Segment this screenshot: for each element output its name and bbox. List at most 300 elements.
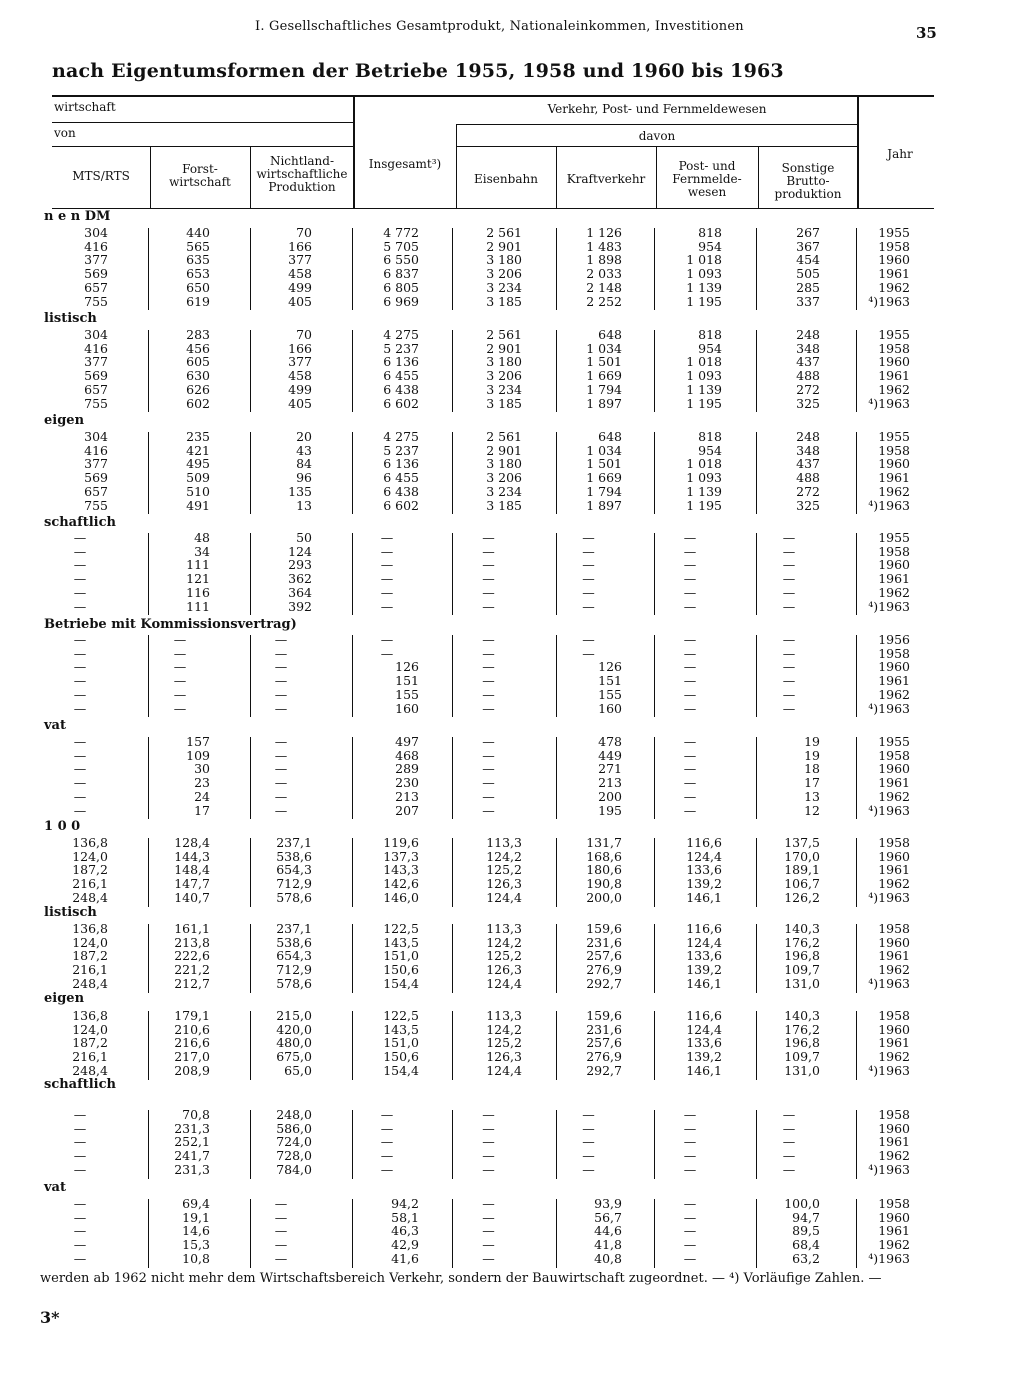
- table-row: [0, 1050, 1024, 1064]
- table-row: [0, 977, 1024, 991]
- cell-post: —: [683, 700, 697, 716]
- cell-kraftverkehr: —: [582, 557, 595, 573]
- cell-eisenbahn: —: [482, 571, 495, 587]
- cell-nichtland: 586,0: [276, 1120, 312, 1136]
- cell-forst: 111: [186, 598, 210, 614]
- cell-kraftverkehr: 131,7: [586, 835, 622, 850]
- cell-sonstige: 109,7: [784, 962, 820, 978]
- table-row: [0, 485, 1024, 499]
- cell-forst: 109: [186, 747, 210, 763]
- cell-insgesamt: 94,2: [391, 1196, 419, 1211]
- table-row: [0, 328, 1024, 342]
- cell-forst: 510: [186, 483, 210, 499]
- footnote: werden ab 1962 nicht mehr dem Wirtschaftsbereich Verkehr, sondern der Bauwirtschaft zugeordnet. — ⁴) Vorläufige Zahlen. —: [40, 1271, 882, 1286]
- cell-post: 1 139: [686, 483, 722, 499]
- cell-nichtland: 43: [296, 442, 312, 458]
- cell-mts: —: [73, 1120, 87, 1136]
- cell-post: 1 195: [686, 293, 722, 309]
- cell-post: 139,2: [686, 1049, 722, 1065]
- cell-kraftverkehr: 648: [598, 327, 622, 342]
- cell-kraftverkehr: 159,6: [586, 1008, 622, 1023]
- cell-post: 954: [698, 442, 722, 458]
- cell-eisenbahn: 113,3: [486, 921, 522, 936]
- cell-sonstige: 12: [804, 802, 820, 818]
- cell-post: —: [683, 747, 697, 763]
- cell-kraftverkehr: 231,6: [586, 934, 622, 950]
- cell-eisenbahn: —: [482, 1148, 495, 1164]
- cell-jahr: 1960: [878, 1021, 910, 1037]
- cell-sonstige: 285: [796, 279, 820, 295]
- cell-insgesamt: 213: [395, 788, 419, 804]
- header-verkehr-group: Verkehr, Post- und Fernmeldewesen: [547, 102, 767, 116]
- cell-eisenbahn: —: [482, 530, 495, 545]
- cell-post: —: [683, 571, 697, 587]
- cell-nichtland: 362: [288, 571, 312, 587]
- cell-insgesamt: 151,0: [383, 948, 419, 964]
- header-eisenbahn: Eisenbahn: [474, 172, 538, 186]
- cell-kraftverkehr: 276,9: [586, 1049, 622, 1065]
- cell-sonstige: 94,7: [792, 1209, 820, 1225]
- page-title: nach Eigentumsformen der Betriebe 1955, 1958 und 1960 bis 1963: [52, 60, 784, 82]
- cell-eisenbahn: —: [482, 1209, 495, 1225]
- cell-forst: 565: [186, 238, 210, 254]
- cell-kraftverkehr: 257,6: [586, 948, 622, 964]
- cell-post: —: [683, 598, 697, 614]
- cell-mts: —: [73, 761, 87, 777]
- cell-mts: —: [73, 1223, 87, 1239]
- cell-sonstige: 63,2: [792, 1250, 820, 1266]
- cell-nichtland: —: [274, 632, 288, 647]
- cell-insgesamt: 6 969: [383, 293, 419, 309]
- table-row: [0, 600, 1024, 614]
- cell-sonstige: —: [782, 530, 796, 545]
- cell-kraftverkehr: 1 126: [586, 225, 622, 240]
- cell-post: 1 093: [686, 368, 722, 384]
- cell-forst: —: [173, 673, 187, 689]
- cell-mts: 416: [84, 238, 108, 254]
- cell-eisenbahn: —: [482, 598, 495, 614]
- cell-mts: 136,8: [72, 835, 108, 850]
- cell-nichtland: 215,0: [276, 1008, 312, 1023]
- cell-jahr: 1962: [878, 962, 910, 978]
- cell-eisenbahn: —: [482, 645, 495, 661]
- cell-jahr: 1961: [878, 948, 910, 964]
- cell-nichtland: —: [274, 1209, 288, 1225]
- cell-kraftverkehr: —: [582, 1161, 595, 1177]
- cell-insgesamt: 497: [395, 734, 419, 749]
- cell-nichtland: —: [274, 761, 288, 777]
- cell-kraftverkehr: 231,6: [586, 1021, 622, 1037]
- cell-jahr: 1960: [878, 1209, 910, 1225]
- cell-eisenbahn: 3 185: [486, 293, 522, 309]
- cell-forst: 147,7: [174, 876, 210, 892]
- cell-insgesamt: 119,6: [383, 835, 419, 850]
- cell-eisenbahn: —: [482, 747, 495, 763]
- cell-jahr: 1961: [878, 368, 910, 384]
- cell-sonstige: 325: [796, 497, 820, 513]
- cell-post: 146,1: [686, 1062, 722, 1078]
- table-row: [0, 660, 1024, 674]
- cell-jahr: 1955: [878, 530, 910, 545]
- table-row: [0, 369, 1024, 383]
- cell-forst: 121: [186, 571, 210, 587]
- cell-sonstige: —: [782, 1161, 796, 1177]
- cell-eisenbahn: —: [482, 802, 495, 818]
- table-row: [0, 1211, 1024, 1225]
- cell-forst: 231,3: [174, 1120, 210, 1136]
- cell-jahr: 1960: [878, 252, 910, 268]
- cell-sonstige: —: [782, 1148, 796, 1164]
- cell-nichtland: —: [274, 1237, 288, 1253]
- cell-jahr: 1960: [878, 354, 910, 370]
- cell-sonstige: —: [782, 598, 796, 614]
- cell-forst: 14,6: [182, 1223, 210, 1239]
- cell-forst: 179,1: [174, 1008, 210, 1023]
- cell-jahr: 1961: [878, 1035, 910, 1051]
- cell-insgesamt: —: [380, 1107, 394, 1122]
- cell-nichtland: —: [274, 686, 288, 702]
- header-top-rule: [52, 95, 934, 97]
- cell-jahr: ⁴)1963: [868, 293, 910, 309]
- cell-nichtland: 712,9: [276, 876, 312, 892]
- cell-eisenbahn: 124,4: [486, 1062, 522, 1078]
- cell-insgesamt: 6 136: [383, 456, 419, 472]
- cell-jahr: 1962: [878, 686, 910, 702]
- cell-sonstige: 100,0: [784, 1196, 820, 1211]
- running-head: I. Gesellschaftliches Gesamtprodukt, Nationaleinkommen, Investitionen: [255, 19, 744, 34]
- cell-post: 139,2: [686, 962, 722, 978]
- cell-jahr: ⁴)1963: [868, 889, 910, 905]
- cell-post: 1 195: [686, 497, 722, 513]
- cell-sonstige: 196,8: [784, 1035, 820, 1051]
- cell-kraftverkehr: 1 897: [586, 395, 622, 411]
- cell-mts: 304: [84, 225, 108, 240]
- cell-mts: 248,4: [72, 1062, 108, 1078]
- cell-eisenbahn: 124,4: [486, 975, 522, 991]
- table-row: [0, 790, 1024, 804]
- cell-sonstige: 488: [796, 368, 820, 384]
- cell-sonstige: 137,5: [784, 835, 820, 850]
- cell-eisenbahn: 124,2: [486, 848, 522, 864]
- cell-nichtland: 538,6: [276, 934, 312, 950]
- cell-forst: —: [173, 686, 187, 702]
- cell-sonstige: 189,1: [784, 862, 820, 878]
- cell-kraftverkehr: —: [582, 584, 595, 600]
- cell-insgesamt: —: [380, 557, 394, 573]
- cell-jahr: 1960: [878, 659, 910, 675]
- table-row: [0, 674, 1024, 688]
- cell-nichtland: 654,3: [276, 862, 312, 878]
- cell-sonstige: 505: [796, 266, 820, 282]
- cell-insgesamt: 143,3: [383, 862, 419, 878]
- cell-post: 146,1: [686, 889, 722, 905]
- cell-insgesamt: 143,5: [383, 934, 419, 950]
- cell-post: —: [683, 734, 697, 749]
- cell-eisenbahn: —: [482, 734, 495, 749]
- cell-forst: 17: [194, 802, 210, 818]
- cell-forst: 650: [186, 279, 210, 295]
- cell-insgesamt: 4 275: [383, 327, 419, 342]
- cell-post: —: [683, 673, 697, 689]
- cell-forst: 421: [186, 442, 210, 458]
- cell-eisenbahn: 125,2: [486, 948, 522, 964]
- cell-insgesamt: 160: [395, 700, 419, 716]
- cell-forst: 440: [186, 225, 210, 240]
- cell-insgesamt: 6 455: [383, 368, 419, 384]
- cell-eisenbahn: —: [482, 557, 495, 573]
- cell-post: 1 018: [686, 354, 722, 370]
- header-post: Post- und Fernmelde- wesen: [672, 159, 742, 199]
- cell-nichtland: 405: [288, 395, 312, 411]
- cell-forst: 602: [186, 395, 210, 411]
- cell-sonstige: 18: [804, 761, 820, 777]
- table-row: [0, 558, 1024, 572]
- cell-sonstige: 176,2: [784, 934, 820, 950]
- cell-forst: 241,7: [174, 1148, 210, 1164]
- section-label: eigen: [44, 413, 85, 428]
- cell-forst: 456: [186, 340, 210, 356]
- cell-kraftverkehr: 160: [598, 700, 622, 716]
- cell-forst: 509: [186, 470, 210, 486]
- cell-insgesamt: 142,6: [383, 876, 419, 892]
- cell-kraftverkehr: 180,6: [586, 862, 622, 878]
- table-row: [0, 922, 1024, 936]
- cell-jahr: 1962: [878, 483, 910, 499]
- cell-nichtland: 70: [296, 327, 312, 342]
- cell-kraftverkehr: 56,7: [594, 1209, 622, 1225]
- cell-jahr: ⁴)1963: [868, 1250, 910, 1266]
- cell-mts: 187,2: [72, 862, 108, 878]
- cell-forst: —: [173, 659, 187, 675]
- cell-kraftverkehr: 213: [598, 775, 622, 791]
- cell-sonstige: —: [782, 584, 796, 600]
- cell-jahr: 1962: [878, 381, 910, 397]
- cell-insgesamt: 126: [395, 659, 419, 675]
- cell-kraftverkehr: 151: [598, 673, 622, 689]
- cell-sonstige: 140,3: [784, 1008, 820, 1023]
- cell-insgesamt: 4 772: [383, 225, 419, 240]
- cell-post: —: [683, 1196, 697, 1211]
- cell-eisenbahn: 2 561: [486, 225, 522, 240]
- cell-mts: —: [73, 686, 87, 702]
- cell-sonstige: 68,4: [792, 1237, 820, 1253]
- cell-kraftverkehr: 1 669: [586, 470, 622, 486]
- cell-mts: —: [73, 632, 87, 647]
- cell-nichtland: 724,0: [276, 1134, 312, 1150]
- cell-post: 954: [698, 340, 722, 356]
- cell-mts: —: [73, 543, 87, 559]
- cell-post: 818: [698, 327, 722, 342]
- cell-nichtland: 392: [288, 598, 312, 614]
- cell-forst: 48: [194, 530, 210, 545]
- cell-insgesamt: —: [380, 632, 394, 647]
- cell-nichtland: 237,1: [276, 835, 312, 850]
- cell-sonstige: —: [782, 645, 796, 661]
- cell-insgesamt: 154,4: [383, 1062, 419, 1078]
- cell-nichtland: 538,6: [276, 848, 312, 864]
- cell-forst: 208,9: [174, 1062, 210, 1078]
- cell-insgesamt: —: [380, 584, 394, 600]
- cell-mts: —: [73, 700, 87, 716]
- cell-insgesamt: 146,0: [383, 889, 419, 905]
- cell-post: —: [683, 584, 697, 600]
- cell-sonstige: 19: [804, 734, 820, 749]
- cell-kraftverkehr: —: [582, 1120, 595, 1136]
- cell-kraftverkehr: 40,8: [594, 1250, 622, 1266]
- cell-mts: —: [73, 1237, 87, 1253]
- cell-kraftverkehr: 155: [598, 686, 622, 702]
- cell-nichtland: 728,0: [276, 1148, 312, 1164]
- cell-kraftverkehr: 41,8: [594, 1237, 622, 1253]
- section-label: schaftlich: [44, 515, 116, 530]
- cell-kraftverkehr: 195: [598, 802, 622, 818]
- cell-kraftverkehr: 276,9: [586, 962, 622, 978]
- cell-insgesamt: 4 275: [383, 429, 419, 444]
- cell-insgesamt: 154,4: [383, 975, 419, 991]
- cell-forst: 222,6: [174, 948, 210, 964]
- cell-insgesamt: —: [380, 1161, 394, 1177]
- header-jahr: Jahr: [887, 147, 913, 161]
- cell-forst: 252,1: [174, 1134, 210, 1150]
- cell-sonstige: 131,0: [784, 1062, 820, 1078]
- cell-eisenbahn: 3 234: [486, 483, 522, 499]
- cell-mts: —: [73, 673, 87, 689]
- signature-mark: 3*: [40, 1308, 60, 1327]
- cell-post: —: [683, 788, 697, 804]
- cell-post: 1 018: [686, 456, 722, 472]
- cell-forst: 630: [186, 368, 210, 384]
- cell-mts: 569: [84, 266, 108, 282]
- cell-eisenbahn: 3 234: [486, 279, 522, 295]
- cell-insgesamt: 6 602: [383, 395, 419, 411]
- cell-eisenbahn: 2 901: [486, 340, 522, 356]
- cell-jahr: 1955: [878, 734, 910, 749]
- cell-insgesamt: 150,6: [383, 1049, 419, 1065]
- cell-insgesamt: —: [380, 645, 394, 661]
- cell-jahr: 1960: [878, 557, 910, 573]
- cell-nichtland: 499: [288, 279, 312, 295]
- cell-mts: —: [73, 1250, 87, 1266]
- header-bottom-rule: [52, 208, 934, 209]
- cell-insgesamt: —: [380, 571, 394, 587]
- cell-post: 1 018: [686, 252, 722, 268]
- cell-sonstige: —: [782, 700, 796, 716]
- cell-forst: 15,3: [182, 1237, 210, 1253]
- cell-post: 1 139: [686, 381, 722, 397]
- cell-sonstige: 348: [796, 442, 820, 458]
- cell-kraftverkehr: 2 148: [586, 279, 622, 295]
- cell-jahr: ⁴)1963: [868, 975, 910, 991]
- section-label: vat: [44, 718, 66, 733]
- cell-eisenbahn: 2 561: [486, 429, 522, 444]
- cell-mts: 755: [84, 497, 108, 513]
- cell-jahr: 1958: [878, 1107, 910, 1122]
- cell-kraftverkehr: 1 483: [586, 238, 622, 254]
- cell-insgesamt: —: [380, 1148, 394, 1164]
- cell-insgesamt: 150,6: [383, 962, 419, 978]
- cell-sonstige: —: [782, 686, 796, 702]
- cell-eisenbahn: —: [482, 1107, 495, 1122]
- cell-post: —: [683, 1209, 697, 1225]
- cell-mts: —: [73, 1148, 87, 1164]
- cell-forst: 116: [186, 584, 210, 600]
- cell-nichtland: 712,9: [276, 962, 312, 978]
- cell-mts: 569: [84, 470, 108, 486]
- section-label: Betriebe mit Kommissionsvertrag): [44, 617, 297, 632]
- cell-jahr: 1961: [878, 775, 910, 791]
- cell-post: —: [683, 530, 697, 545]
- cell-forst: 213,8: [174, 934, 210, 950]
- table-row: [0, 891, 1024, 905]
- cell-jahr: 1958: [878, 238, 910, 254]
- section-label: 1 0 0: [44, 819, 81, 834]
- cell-sonstige: 176,2: [784, 1021, 820, 1037]
- header-rule-left-1: [52, 122, 354, 123]
- cell-post: 133,6: [686, 948, 722, 964]
- cell-sonstige: 19: [804, 747, 820, 763]
- cell-eisenbahn: —: [482, 1237, 495, 1253]
- header-wirtschaft: wirtschaft: [54, 100, 116, 114]
- cell-forst: 24: [194, 788, 210, 804]
- header-mts: MTS/RTS: [72, 169, 130, 183]
- table-row: [0, 1009, 1024, 1023]
- cell-forst: 111: [186, 557, 210, 573]
- cell-eisenbahn: —: [482, 659, 495, 675]
- cell-sonstige: 109,7: [784, 1049, 820, 1065]
- cell-post: —: [683, 1107, 697, 1122]
- cell-forst: 495: [186, 456, 210, 472]
- cell-nichtland: —: [274, 659, 288, 675]
- cell-nichtland: 377: [288, 354, 312, 370]
- cell-kraftverkehr: 159,6: [586, 921, 622, 936]
- cell-post: —: [683, 645, 697, 661]
- section-label: schaftlich: [44, 1077, 116, 1092]
- cell-forst: 216,6: [174, 1035, 210, 1051]
- cell-jahr: 1955: [878, 429, 910, 444]
- cell-eisenbahn: 126,3: [486, 962, 522, 978]
- cell-kraftverkehr: 1 034: [586, 340, 622, 356]
- cell-insgesamt: —: [380, 530, 394, 545]
- cell-kraftverkehr: —: [582, 543, 595, 559]
- cell-insgesamt: 137,3: [383, 848, 419, 864]
- cell-eisenbahn: 124,4: [486, 889, 522, 905]
- cell-kraftverkehr: 168,6: [586, 848, 622, 864]
- cell-sonstige: —: [782, 543, 796, 559]
- cell-insgesamt: 122,5: [383, 1008, 419, 1023]
- cell-post: 146,1: [686, 975, 722, 991]
- cell-post: 124,4: [686, 1021, 722, 1037]
- cell-insgesamt: 41,6: [391, 1250, 419, 1266]
- cell-jahr: 1961: [878, 1134, 910, 1150]
- cell-mts: —: [73, 775, 87, 791]
- cell-sonstige: 348: [796, 340, 820, 356]
- cell-jahr: 1961: [878, 470, 910, 486]
- cell-forst: 605: [186, 354, 210, 370]
- section-label: listisch: [44, 311, 97, 326]
- cell-eisenbahn: 2 561: [486, 327, 522, 342]
- table-row: [0, 1135, 1024, 1149]
- cell-mts: —: [73, 530, 87, 545]
- cell-post: 1 139: [686, 279, 722, 295]
- table-row: [0, 572, 1024, 586]
- cell-jahr: 1962: [878, 584, 910, 600]
- cell-jahr: 1962: [878, 1237, 910, 1253]
- cell-mts: 304: [84, 327, 108, 342]
- cell-post: 116,6: [686, 1008, 722, 1023]
- table-row: [0, 1252, 1024, 1266]
- cell-insgesamt: 5 237: [383, 442, 419, 458]
- cell-post: —: [683, 1120, 697, 1136]
